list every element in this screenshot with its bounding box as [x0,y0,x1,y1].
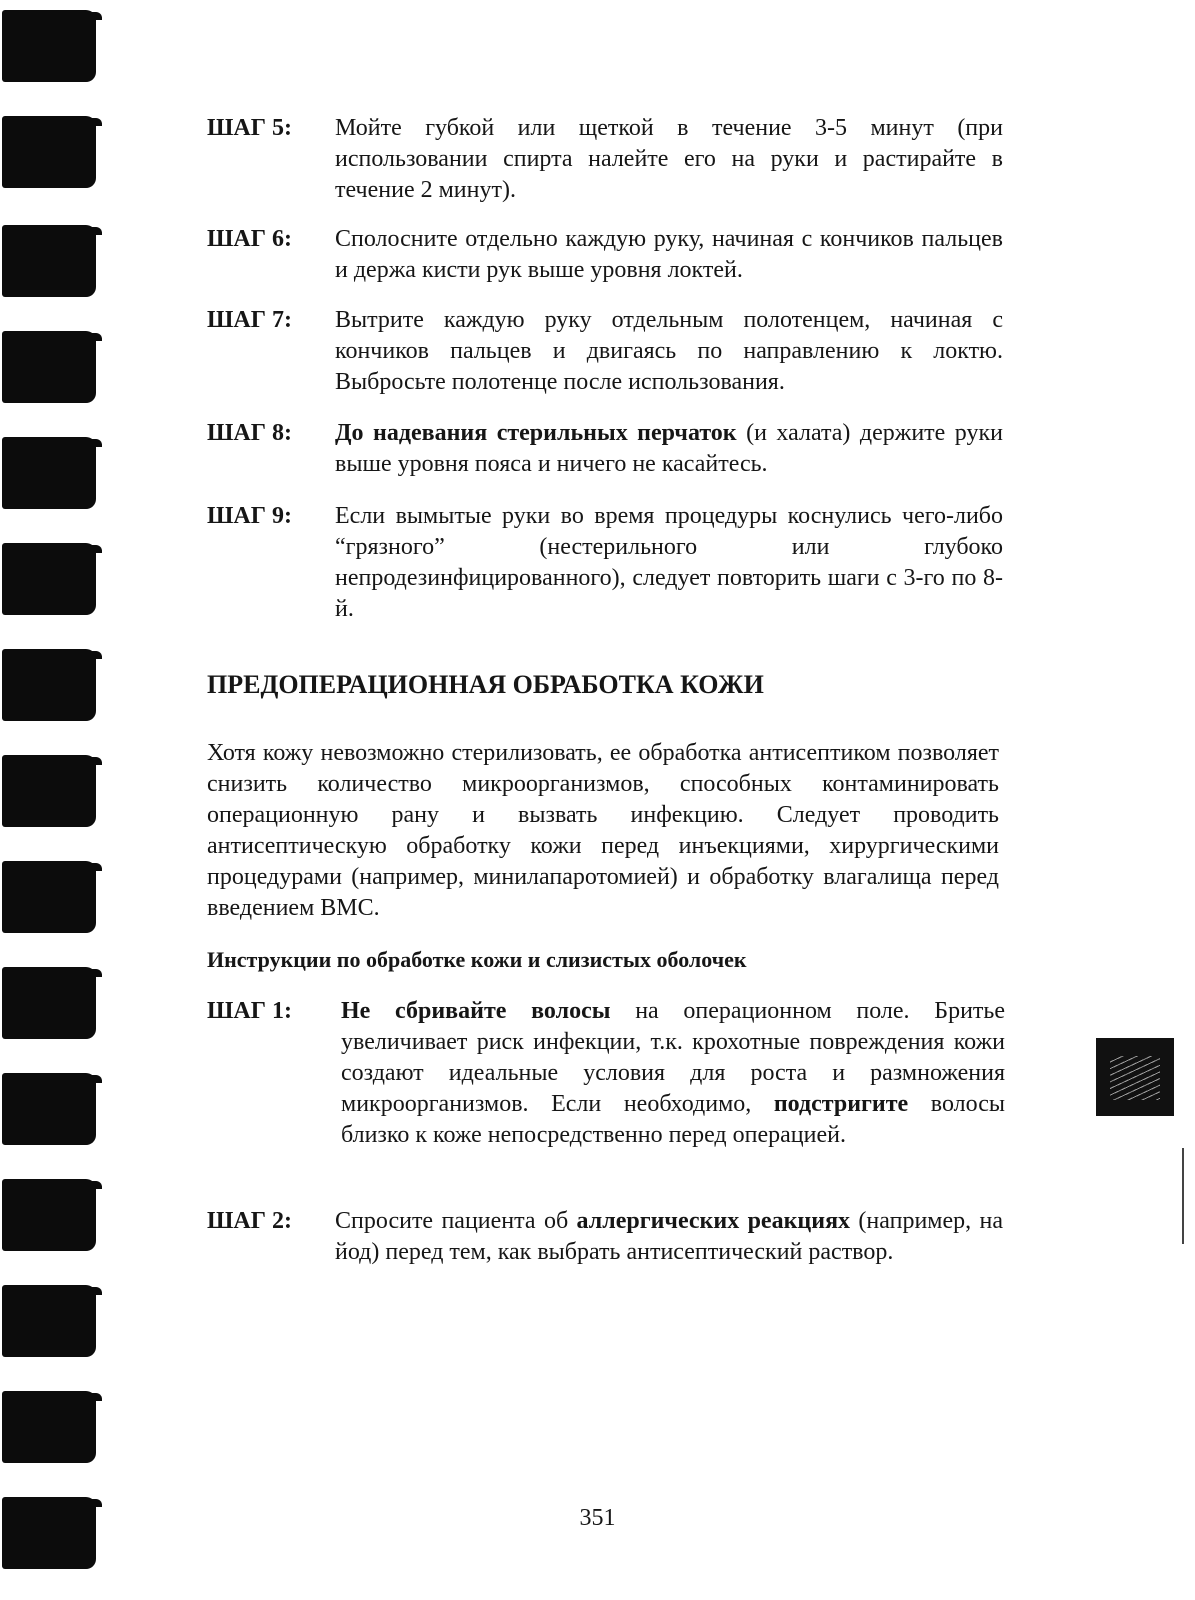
binding-hole [2,1073,96,1145]
text-run: Спросите пациента об [335,1208,577,1234]
binding-hole [2,225,96,297]
step-text [341,996,1005,1151]
section-thumb-tab [1096,1038,1174,1116]
section-paragraph: Хотя кожу невозможно стерилизовать, ее обработка антисептиком позволяет снизить количество микроорганизмов, способных контаминировать операционную рану и вызвать инфекцию. Следует проводить антисептическую обработку кожи перед инъекциями, хирургическими процедурами (например, минилапаротомией) и обработку влагалища перед введением ВМС. [207,740,999,921]
text-run: волосы близко к коже непосредственно перед операцией. [341,1091,1005,1148]
bold-run: подстригите [773,1091,909,1117]
binding-hole [2,437,96,509]
step-label: ШАГ 5: [207,115,292,141]
edge-mark [1182,1148,1184,1244]
text-run: на операционном поле. Бритье увеличивает риск инфекции, т.к. крохотные повреждения кожи создают идеальные условия для роста и размножения микроорганизмов. Если необходимо, [341,998,1005,1117]
step-text [335,113,1003,206]
binding-hole [2,1285,96,1357]
step-label: ШАГ 8: [207,420,292,446]
text-run: Сполосните отдельно каждую руку, начиная с кончиков пальцев и держа кисти рук выше уровня локтей. [335,226,1003,283]
step-text [335,418,1003,480]
bold-run: аллергических реакциях [576,1208,851,1234]
text-run: Вытрите каждую руку отдельным полотенцем, начиная с кончиков пальцев и двигаясь по направлению к локтю. Выбросьте полотенце после использования. [335,307,1003,395]
binding-hole [2,331,96,403]
binding-hole [2,861,96,933]
step-label: ШАГ 1: [207,998,292,1024]
page-number: 351 [579,1505,616,1531]
step-label: ШАГ 9: [207,503,292,529]
step-label: ШАГ 6: [207,226,292,252]
step-text [335,501,1003,625]
text-run: Если вымытые руки во время процедуры коснулись чего-либо “грязного” (нестерильного или глубоко непродезинфицированного), следует повторить шаги с 3-го по 8-й. [335,503,1003,622]
bold-run: До надевания стерильных перчаток [335,420,737,446]
step-text [335,305,1003,398]
binding-hole [2,116,96,188]
binding-hole [2,755,96,827]
binding-hole [2,10,96,82]
subsection-heading: Инструкции по обработке кожи и слизистых оболочек [207,947,747,972]
binding-hole [2,649,96,721]
spiral-binding [0,0,110,1600]
tab-emblem-icon [1110,1056,1160,1100]
text-run: Мойте губкой или щеткой в течение 3-5 минут (при использовании спирта налейте его на руки и растирайте в течение 2 минут). [335,115,1003,203]
binding-hole [2,967,96,1039]
step-label: ШАГ 2: [207,1208,292,1234]
binding-hole [2,543,96,615]
step-label: ШАГ 7: [207,307,292,333]
binding-hole [2,1179,96,1251]
step-text [335,224,1003,286]
section-heading: ПРЕДОПЕРАЦИОННАЯ ОБРАБОТКА КОЖИ [207,670,764,699]
text-run: (например, на йод) перед тем, как выбрать антисептический раствор. [335,1208,1003,1265]
bold-run: Не сбривайте волосы [341,998,611,1024]
step-text [335,1206,1003,1268]
binding-hole [2,1391,96,1463]
text-run: (и халата) держите руки выше уровня пояса и ничего не касайтесь. [335,420,1003,477]
